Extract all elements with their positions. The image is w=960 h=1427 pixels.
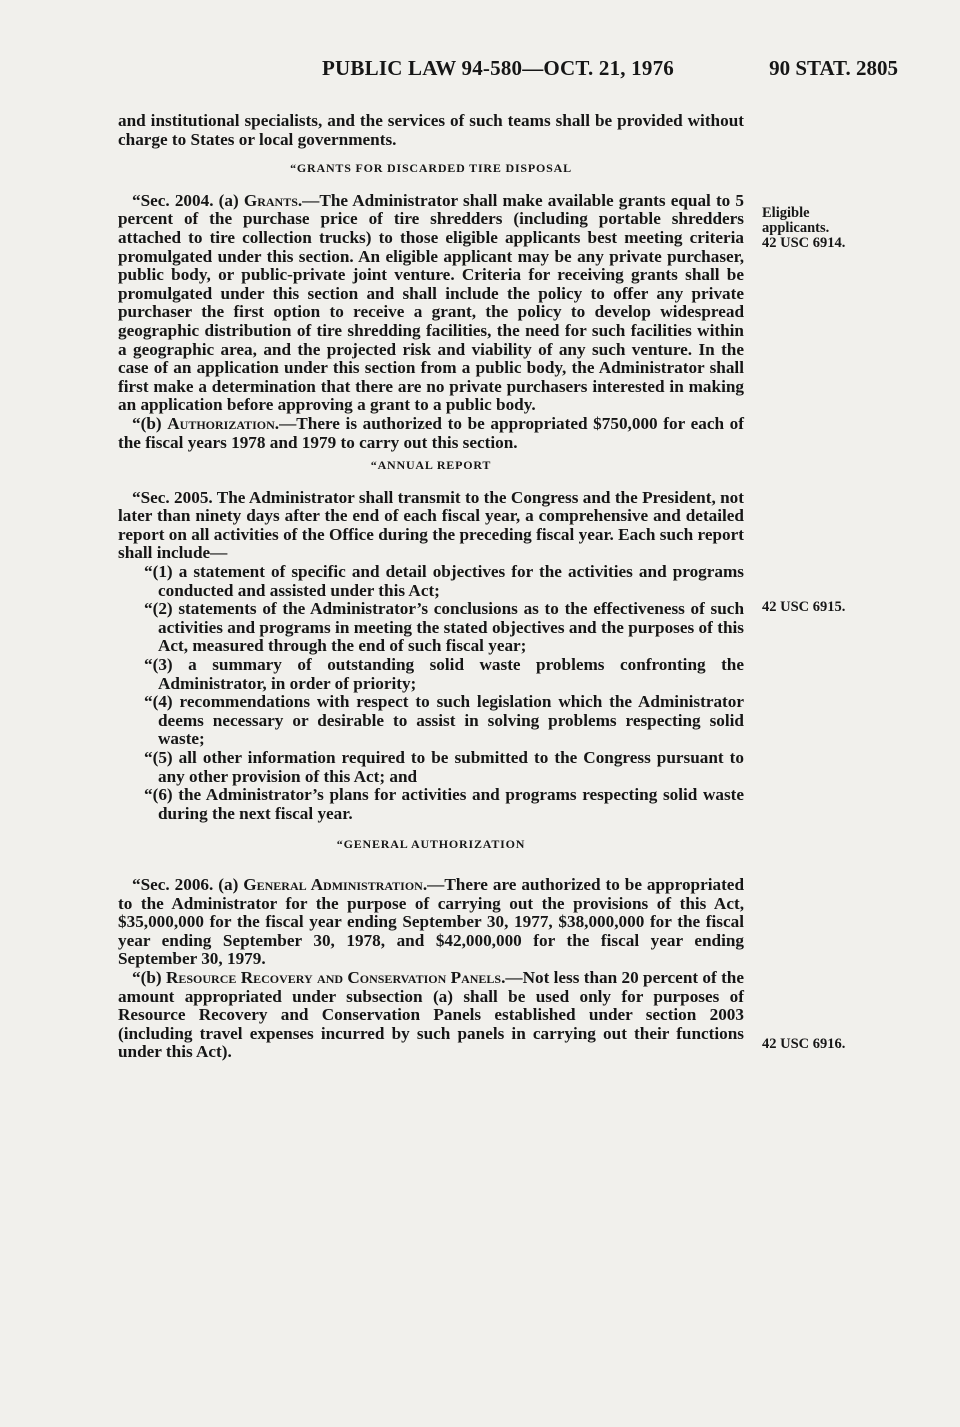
section-2006-b-text: —Not less than 20 percent of the amount appropriated under subsection (a) shall be used only for purposes of Resource Recovery and Conservation Panels established under section 2003 (including travel expenses incurred by such panels in carrying out their functions under this Act).	[118, 967, 744, 1062]
list-item-2: “(2) statements of the Administrator’s conclusions as to the effectiveness of such activities and programs in meeting the stated objectives and the purposes of this Act, measured through the end of such fiscal year;	[144, 599, 744, 656]
section-2004-b-heading: Authorization.	[167, 413, 280, 433]
section-2004-a-open: “Sec. 2004. (a)	[132, 190, 244, 210]
section-2006-b-open: “(b)	[132, 967, 166, 987]
list-item-3: “(3) a summary of outstanding solid waste problems confronting the Administrator, in order of priority;	[144, 655, 744, 693]
margin-note-6915: 42 USC 6915.	[762, 599, 846, 615]
section-2006-a-open: “Sec. 2006. (a)	[132, 874, 244, 894]
body-text	[118, 112, 744, 1062]
section-2006-b-heading: Resource Recovery and Conservation Panels.	[165, 967, 506, 987]
section-2004-a-heading: Grants.	[243, 190, 303, 210]
margin-note-eligible-applicants	[762, 206, 882, 251]
list-item-5: “(5) all other information required to be submitted to the Congress pursuant to any other provision of this Act; and	[144, 748, 744, 786]
heading-annual-report: “ANNUAL REPORT	[370, 458, 492, 473]
list-item-4: “(4) recommendations with respect to such legislation which the Administrator deems necessary or desirable to assist in solving problems respecting solid waste;	[144, 692, 744, 749]
statute-page-number: 90 STAT. 2805	[769, 56, 898, 80]
heading-tire-disposal: “GRANTS FOR DISCARDED TIRE DISPOSAL	[290, 161, 572, 176]
section-2006-b	[118, 969, 744, 1062]
page-header	[118, 56, 898, 90]
section-2005: “Sec. 2005. The Administrator shall transmit to the Congress and the President, not later than ninety days after the end of each fiscal year, a comprehensive and detailed report on all activities of the Office during the preceding fiscal year. Each such report shall include—	[118, 487, 744, 563]
section-2004-b	[118, 415, 744, 452]
margin-note-1a: Eligible	[762, 205, 810, 221]
section-2006-a-text: —There are authorized to be appropriated to the Administrator for the purpose of carrying out the provisions of this Act, $35,000,000 for the fiscal year ending September 30, 1977, $38,000,000 for the fiscal year ending September 30, 1978, and $42,000,000 for the fiscal year ending September 30, 1979.	[118, 874, 744, 969]
section-2006-a	[118, 876, 744, 969]
header-title: PUBLIC LAW 94-580—OCT. 21, 1976	[322, 56, 674, 80]
section-2004-a	[118, 192, 744, 415]
margin-note-1c: 42 USC 6914.	[762, 235, 846, 251]
intro-paragraph: and institutional specialists, and the services of such teams shall be provided without charge to States or local governments.	[118, 111, 744, 149]
section-2006-a-heading: General Administration.	[243, 874, 428, 894]
section-2004-b-text: —There is authorized to be appropriated $750,000 for each of the fiscal years 1978 and 1979 to carry out this section.	[118, 413, 744, 452]
margin-note-6916: 42 USC 6916.	[762, 1036, 846, 1052]
heading-general-authorization: “GENERAL AUTHORIZATION	[336, 837, 526, 852]
list-item-1: “(1) a statement of specific and detail objectives for the activities and programs conducted and assisted under this Act;	[144, 562, 744, 600]
list-item-6: “(6) the Administrator’s plans for activities and programs respecting solid waste during the next fiscal year.	[144, 785, 744, 823]
margin-note-1b: applicants.	[762, 220, 830, 236]
section-2004-b-open: “(b)	[132, 413, 168, 433]
section-2004-a-text: —The Administrator shall make available grants equal to 5 percent of the purchase price of tire shredders (including portable shredders attached to tire collection trucks) to those eligible applicants best meeting criteria promulgated under this section. An eligible applicant may be any private purchaser, public body, or public-private joint venture. Criteria for receiving grants shall be promulgated under this section and shall include the policy to offer any private purchaser the first option to receive a grant, the policy to develop widespread geographic distribution of tire shredding facilities, the need for such facilities within a geographic area, and the projected risk and viability of any such venture. In the case of an application under this section from a public body, the Administrator shall first make a determination that there are no private purchasers interested in making an application before approving a grant to a public body.	[118, 190, 745, 415]
